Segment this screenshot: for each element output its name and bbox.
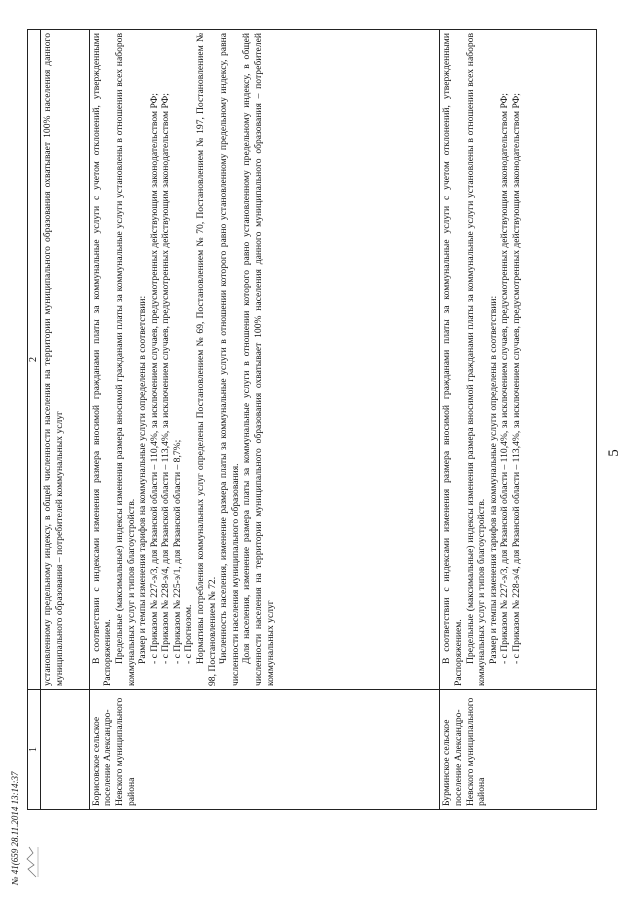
- paragraph: Размер и темпы изменения тарифов на коммунальные услуги определены в соответствии:: [137, 295, 149, 664]
- header-col-1: 1: [28, 690, 41, 810]
- tariff-table: [27, 29, 597, 810]
- continuation-cell: [41, 30, 90, 690]
- paragraph: Нормативы потребления коммунальных услуг определены Постановлением № 69, Постановлением № 70, Постановлением № 197, Постановлением № 98, Постановлением № 72.: [195, 33, 218, 686]
- settlement-name: Борисовское сельское поселение Александро-Невского муниципального района: [89, 690, 440, 810]
- paragraph: В соответствии с индексами изменения размера вносимой гражданами платы за коммунальные услуги с учетом отклонений, утвержденными Распоряжением.: [441, 33, 465, 686]
- table-header-row: [28, 30, 41, 810]
- stamp-mark: [24, 845, 40, 879]
- paragraph: Размер и темпы изменения тарифов на коммунальные услуги определены в соответствии:: [487, 295, 499, 664]
- paragraph: - с Приказом № 225-э/1, для Рязанской области – 8,7%;: [171, 439, 183, 664]
- paragraph: - с Приказом № 227-э/3, для Рязанской области – 110,4%, за исключением случаев, предусмотренных действующим законодательством РФ;: [148, 93, 160, 664]
- table-row-burminskoe: [440, 30, 597, 810]
- continuation-text: установленному предельному индексу, в общей численности населения на территории муниципального образования охватывает 100% населения данного муниципального образования – потребителей коммунальных услуг: [42, 33, 65, 686]
- paragraph: Доля населения, изменение размера платы за коммунальные услуги в отношении которого равно установленному предельному индексу, в общей численности населения на территории муниципального образования охватывает 100% населения данного муниципального образования – потребителей коммунальных услуг: [241, 33, 276, 686]
- settlement-details: [89, 30, 440, 690]
- paragraph: - с Прогнозом.: [183, 604, 195, 664]
- continuation-empty-cell: [41, 690, 90, 810]
- page-number: 5: [606, 449, 622, 457]
- registration-footer: № 41(659 28.11.2014 13:14:37: [10, 771, 20, 885]
- paragraph: Численность населения, изменение размера платы за коммунальные услуги в отношении которого равно установленному предельному индексу, равна численности населения муниципального образования.: [218, 33, 241, 686]
- settlement-name: Бурминское сельское поселение Александро-Невского муниципального района: [440, 690, 597, 810]
- paragraph: Предельные (максимальные) индексы изменения размера вносимой гражданами платы за коммунальные услуги установлены в отношении всех наборов коммунальных услуг и типов благоустройств.: [464, 33, 488, 686]
- paragraph: В соответствии с индексами изменения размера вносимой гражданами платы за коммунальные услуги с учетом отклонений, утвержденными Распоряжением.: [90, 33, 114, 686]
- header-col-2: 2: [28, 30, 41, 690]
- continuation-row: [41, 30, 90, 810]
- table-row-borisovskoe: [89, 30, 440, 810]
- paragraph: - с Приказом № 228-э/4, для Рязанской области – 113,4%, за исключением случаев, предусмотренных действующим законодательством РФ;: [510, 93, 522, 664]
- paragraph: Предельные (максимальные) индексы изменения размера вносимой гражданами платы за коммунальные услуги установлены в отношении всех наборов коммунальных услуг и типов благоустройств.: [113, 33, 137, 686]
- paragraph: - с Приказом № 227-э/3, для Рязанской области – 110,4%, за исключением случаев, предусмотренных действующим законодательством РФ;: [499, 93, 511, 664]
- settlement-details: [440, 30, 597, 690]
- paragraph: - с Приказом № 228-э/4, для Рязанской области – 113,4%, за исключением случаев, предусмотренных действующим законодательством РФ;: [160, 93, 172, 664]
